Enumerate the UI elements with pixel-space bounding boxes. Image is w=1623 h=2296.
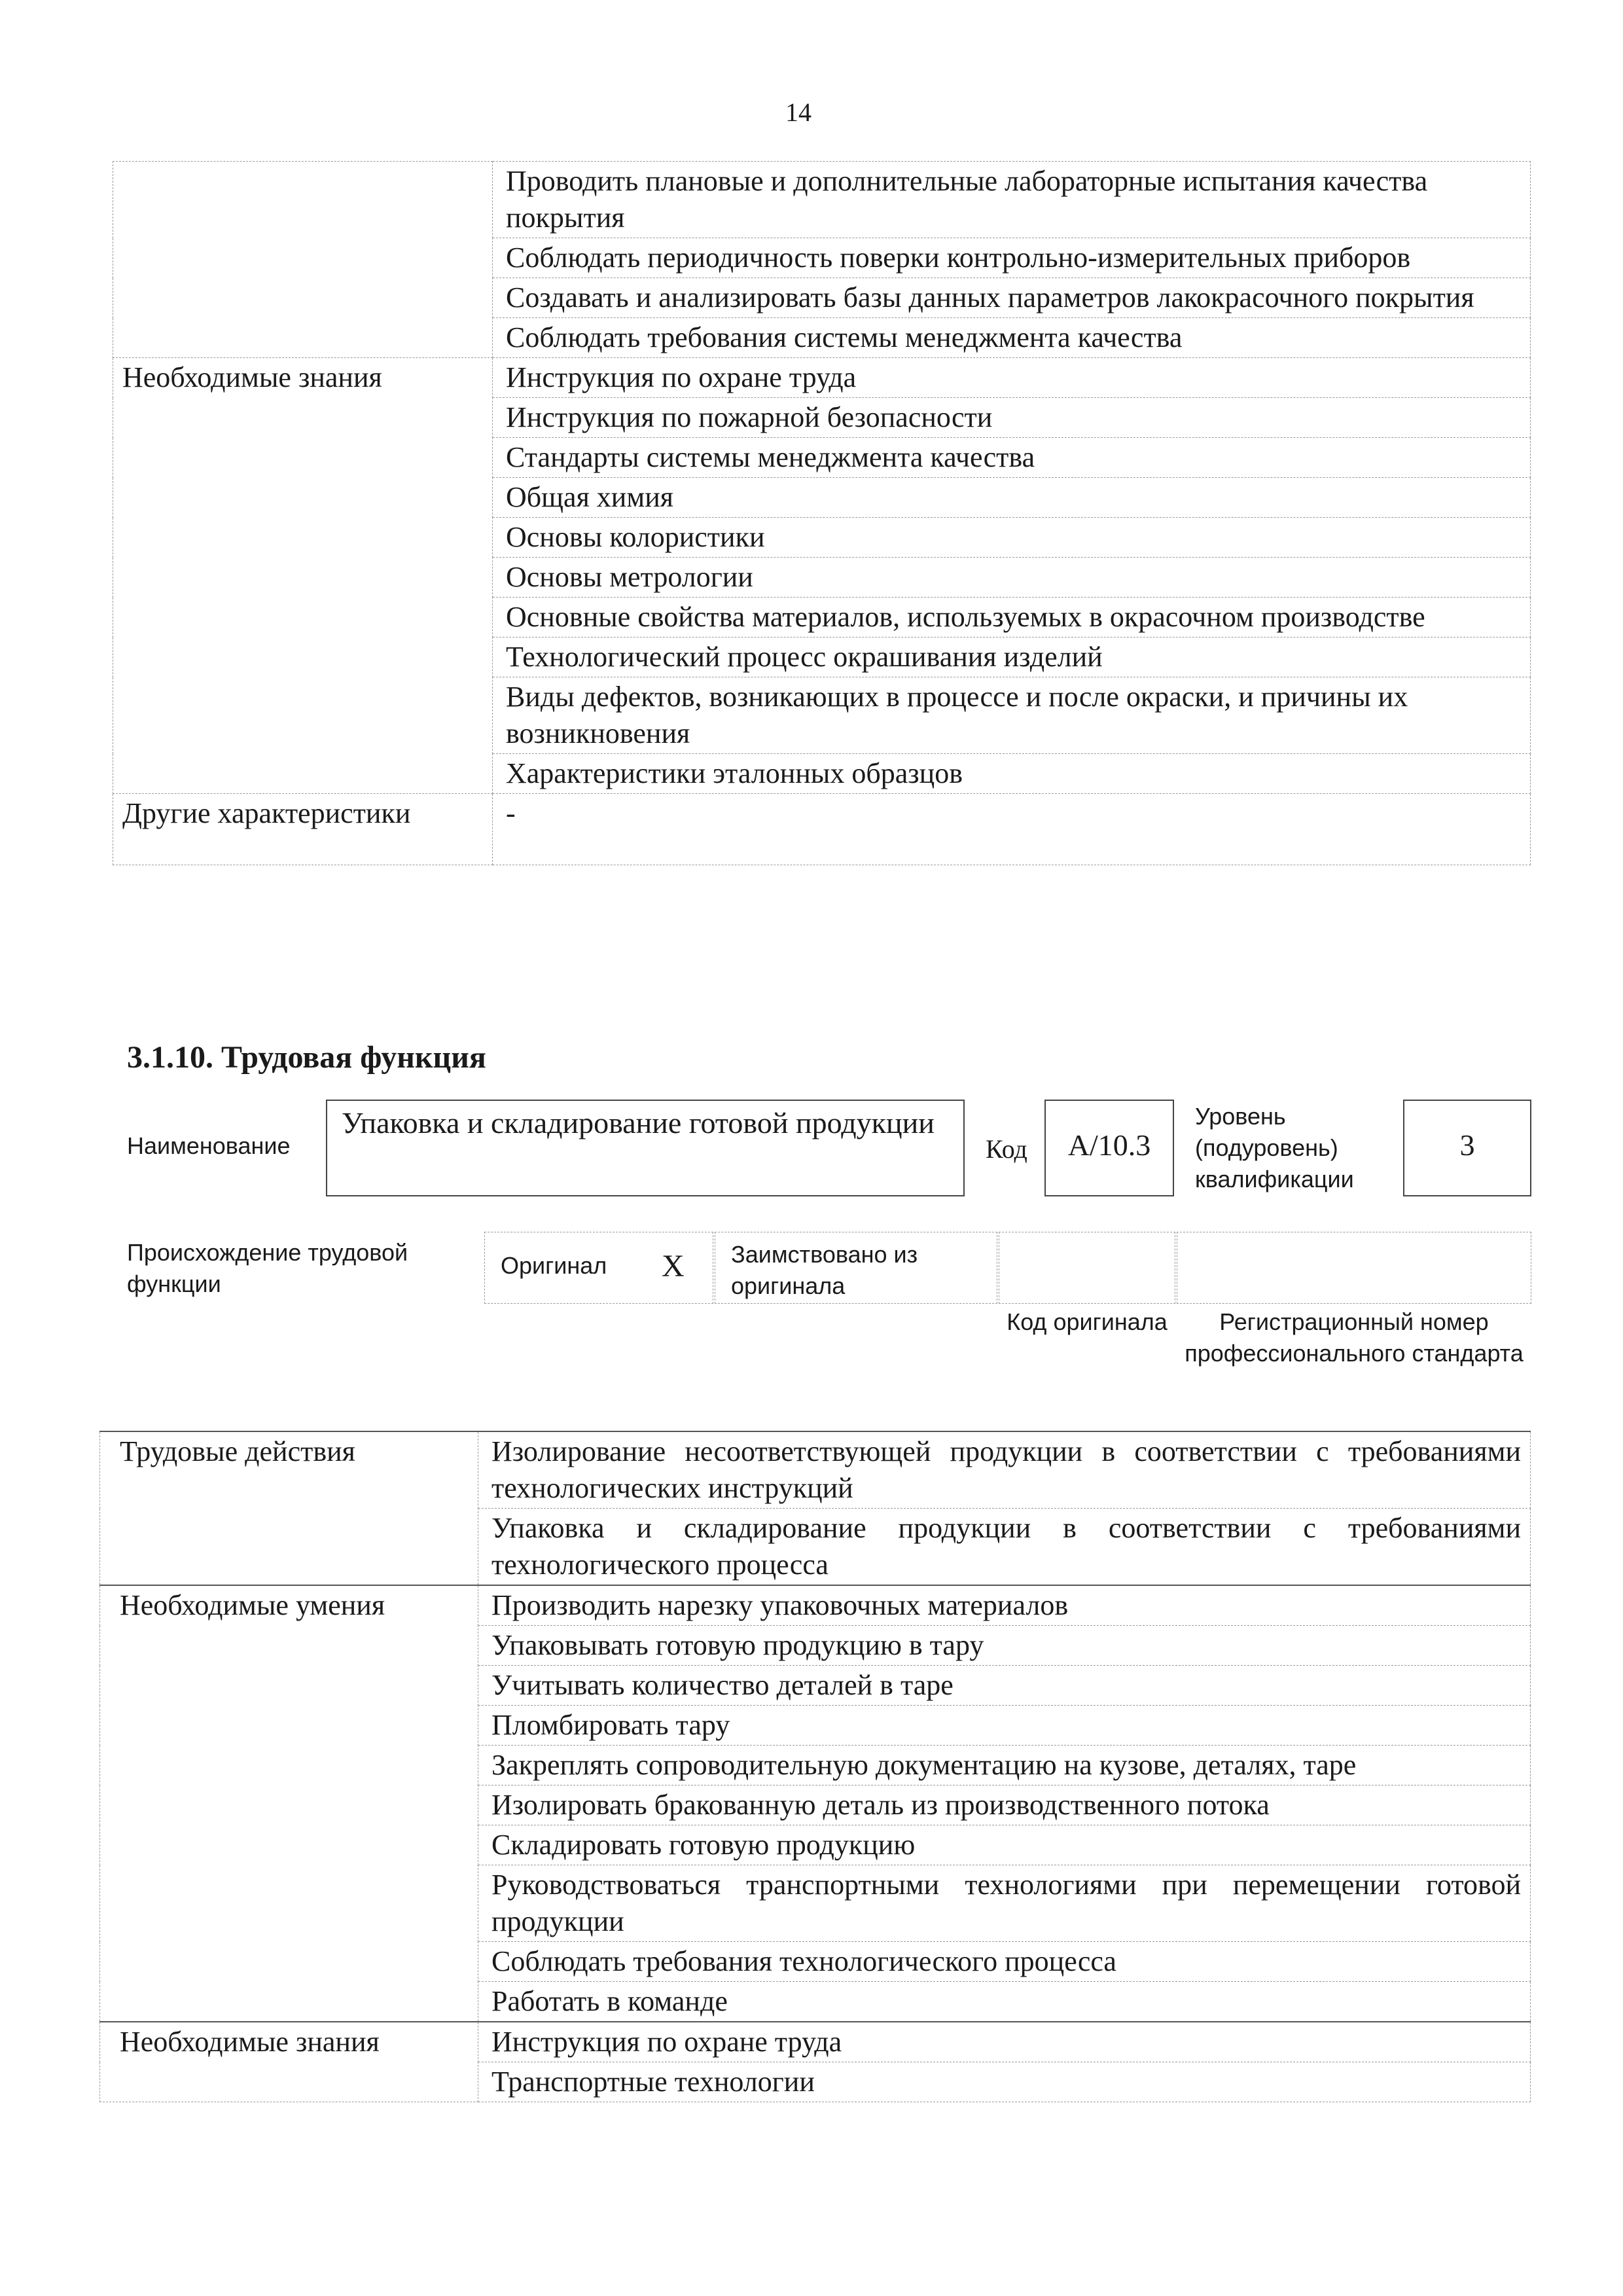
original-code-caption: Код оригинала [1007,1308,1168,1335]
list-item: Стандарты системы менеджмента качества [493,438,1531,478]
knowledge-table-continued [113,161,1531,865]
row-label: Необходимые умения [100,1585,478,2022]
list-item: Транспортные технологии [478,2062,1531,2102]
list-item: Упаковка и складирование продукции в соответствии с требованиями технологического процесса [478,1509,1531,1586]
origin-row [484,1232,1531,1304]
list-item: Инструкция по охране труда [478,2022,1531,2062]
list-item: Учитывать количество деталей в таре [478,1666,1531,1706]
function-name-field: Упаковка и складирование готовой продукции [326,1100,965,1196]
list-item: Производить нарезку упаковочных материалов [478,1585,1531,1626]
origin-label: Происхождение трудовой функции [127,1239,408,1297]
list-item: Основные свойства материалов, используемых в окрасочном производстве [493,598,1531,637]
registration-number-caption: Регистрационный номер профессионального стандарта [1185,1308,1524,1367]
list-item: Виды дефектов, возникающих в процессе и после окраски, и причины их возникновения [493,677,1531,754]
list-item: Характеристики эталонных образцов [493,754,1531,794]
table-row [100,1431,1531,1509]
row-label [113,162,493,358]
list-item: Закреплять сопроводительную документацию на кузове, деталях, таре [478,1746,1531,1785]
list-item: Технологический процесс окрашивания изделий [493,637,1531,677]
list-item: Складировать готовую продукцию [478,1825,1531,1865]
table-row [113,794,1531,865]
borrowed-cell [715,1232,997,1304]
table-row [100,2022,1531,2062]
list-item: Соблюдать требования технологического процесса [478,1942,1531,1982]
row-label: Другие характеристики [113,794,493,865]
qualification-level-field: 3 [1403,1100,1531,1196]
table-row [113,162,1531,238]
page-number: 14 [785,98,812,127]
original-cell [484,1232,713,1304]
list-item: Создавать и анализировать базы данных параметров лакокрасочного покрытия [493,278,1531,318]
list-item: Основы колористики [493,518,1531,558]
row-label: Трудовые действия [100,1431,478,1585]
row-label: Необходимые знания [113,358,493,794]
list-item: Работать в команде [478,1982,1531,2022]
original-code-cell [999,1232,1175,1304]
list-item: Соблюдать периодичность поверки контрольно-измерительных приборов [493,238,1531,278]
labor-function-table [99,1431,1531,2102]
list-item: Основы метрологии [493,558,1531,598]
table-row [100,1585,1531,1626]
row-label: Необходимые знания [100,2022,478,2102]
list-item: Упаковывать готовую продукцию в тару [478,1626,1531,1666]
borrowed-label: Заимствовано из оригинала [731,1241,918,1299]
list-item: Инструкция по охране труда [493,358,1531,398]
list-item: Инструкция по пожарной безопасности [493,398,1531,438]
list-item: Изолировать бракованную деталь из производственного потока [478,1785,1531,1825]
list-item: Общая химия [493,478,1531,518]
registration-number-cell [1177,1232,1531,1304]
list-item: - [493,794,1531,865]
name-label: Наименование [127,1132,291,1159]
original-mark: X [662,1249,685,1283]
code-label: Код [986,1134,1027,1164]
section-heading: 3.1.10. Трудовая функция [127,1040,486,1075]
list-item: Пломбировать тару [478,1706,1531,1746]
list-item: Соблюдать требования системы менеджмента качества [493,318,1531,358]
list-item: Проводить плановые и дополнительные лабораторные испытания качества покрытия [493,162,1531,238]
table-row [113,358,1531,398]
list-item: Изолирование несоответствующей продукции в соответствии с требованиями технологических инструкций [478,1431,1531,1509]
qualification-level-label: Уровень (подуровень) квалификации [1195,1103,1354,1193]
original-label: Оригинал [501,1252,607,1279]
list-item: Руководствоваться транспортными технологиями при перемещении готовой продукции [478,1865,1531,1942]
function-code-field: A/10.3 [1044,1100,1174,1196]
